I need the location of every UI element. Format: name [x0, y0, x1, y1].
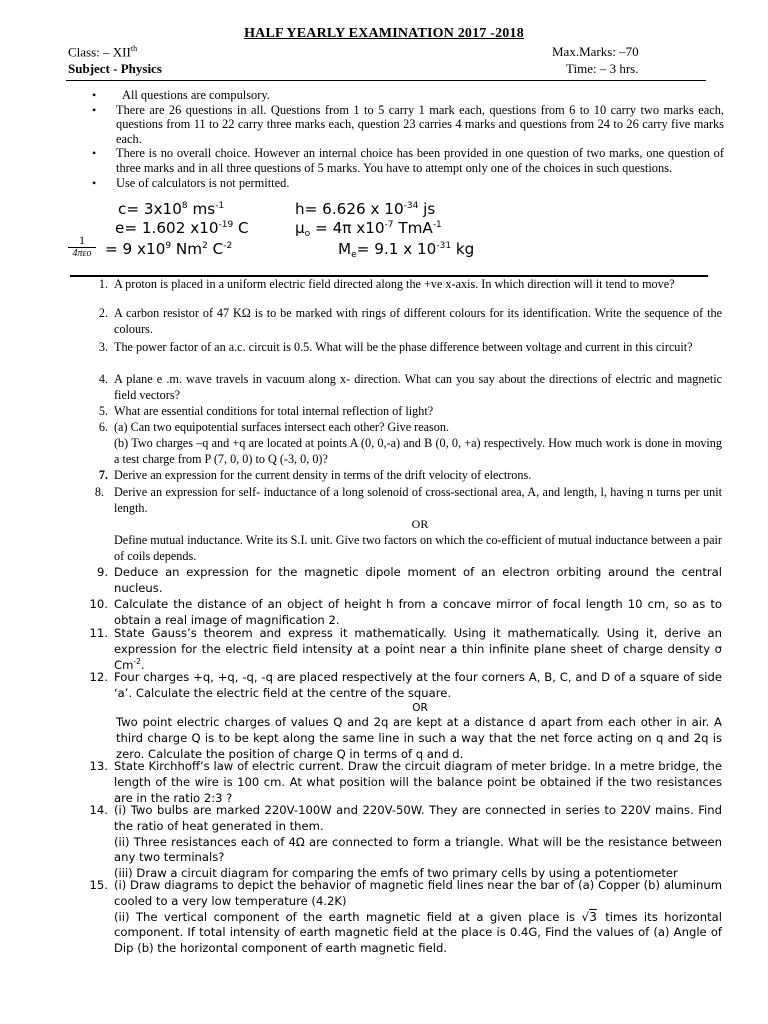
- question-14-iii: (iii) Draw a circuit diagram for comparing the emfs of two primary cells by using a potentiometer: [114, 866, 678, 881]
- constant-h: h= 6.626 x $10^{-34}$ js: [295, 200, 436, 218]
- instruction-item: • All questions are compulsory.: [92, 88, 724, 103]
- header-rule: [66, 80, 706, 81]
- question-6b: (b) Two charges –q and +q are located at points A (0, 0,-a) and B (0, 0, +a) respectively. How much work is done in moving a test charge from P (7, 0, 0) to Q (-3, 0, 0)?: [114, 435, 722, 466]
- instruction-item: • There is no overall choice. However an internal choice has been provided in one question of two marks, one question of three marks and in all three questions of 5 marks. You have to attempt only one of the choices in such questions.: [92, 146, 724, 175]
- coulomb-fraction: 1 4πεo: [68, 234, 96, 260]
- exam-title: HALF YEARLY EXAMINATION 2017 -2018: [244, 26, 524, 41]
- question-15-ii: (ii) The vertical component of the earth magnetic field at a given place is: [114, 909, 582, 924]
- exam-page: HALF YEARLY EXAMINATION 2017 -2018 Class: – XIIth Max.Marks: –70 Subject - Physics Time: – 3 hrs. • All questions are compulsory. • There are 26 questions in all. Questions from 1 to 5 carry 1 mark each, questions from 6 to 10 carry two marks each, questions from 11 to 22 carry three marks each, question 23 carries 4 marks and questions from 24 to 26 carry five marks each. • There is no overall choice. However an internal choice has been provided in one question of two marks, one question of three marks and in all three questions of 5 marks. You have to attempt only one of the choices in such questions. • Use of calculators is not permitted. $c= 3x10^8$ $ms^{-1}$ h= 6.626 x $10^{-34}$ js e= 1.602 $x10^{-19}$ C $\mu_o = 4\pi$ $x10^{-7}$ TmA$^{-1}$ 1 4πεo = 9 $x10^9$ Nm$^2$ $C^{-2}$ $M_e= 9.1$ x $10^{-31}$ kg 1. A proton is placed in a uniform electric field directed along the +ve x-axis. In which direction will it tend to move? 2. A carbon resistor of 47 KΩ is to be marked with rings of different colours for its identification. Write the sequence of the colours. 3. The power factor of an a.c. circuit is 0.5. What will be the phase difference between voltage and current in this circuit? 4. A plane e .m. wave travels in vacuum along x- direction. What can you say about the directions of electric and magnetic field vectors? 5. What are essential conditions for total internal reflection of light? 6. (a) Can two equipotential surfaces intersect each other? Give reason. (b) Two charges –q and +q are located at points A (0, 0,-a) and B (0, 0, +a) respectively. How much work is done in moving a test charge from P (7, 0, 0) to Q (-3, 0, 0)? 7. Derive an expression for the current density in terms of the drift velocity of electrons. 8. Derive an expression for self- inductance of a long solenoid of cross-sectional area, A, and length, l, having n turns per unit length. OR Define mutual inductance. Write its S.I. unit. Give two factors on which the co-efficient of mutual inductance between a pair of coils depends. 9. Deduce an expression for the magnetic dipole moment of an electron orbiting around the central nucleus. 10. Calculate the distance of an object of height h from a concave mirror of focal length 10 cm, so as to obtain a real image of magnification 2. 11. State Gauss’s theorem and express it mathematically. Using it mathematically. Using it, derive an expression for the electric field intensity at a point near a thin infinite plane sheet of charge density σ $Cm^{-2}$. 12. Four charges +q, +q, -q, -q are placed respectively at the four corners A, B, C, and D of a square of side ‘a’. Calculate the electric field at the centre of the square. OR Two point electric charges of values Q and 2q are kept at a distance d apart from each other in air. A third charge Q is to be kept along the same line in such a way that the net force acting on q and 2q is zero. Calculate the position of charge Q in terms of q and d. 13. State Kirchhoff’s law of electric current. Draw the circuit diagram of meter bridge. In a metre bridge, the length of the wire is 100 cm. At what position will the balance point be obtained if the two resistances are in the ratio 2:3 ? 14. (i) Two bulbs are marked 220V-100W and 220V-50W. They are connected in series to 220V mains. Find the ratio of heat generated in them. (ii) Three resistances each of 4Ω are connected to form a triangle. What will be the resistance between any two terminals? (iii) Draw a circuit diagram for comparing the emfs of two primary cells by using a potentiometer 15. (i) Draw diagrams to depict the behavior of magnetic field lines near the bar of (a) Copper (b) aluminum cooled to a very low temperature (4.2K) (ii) The vertical component of the earth magnetic field at a given place is √3 times its horizontal component. If total intensity of earth magnetic field at the place is 0.4G, Find the values of (a) Angle of Dip (b) the horizontal component of earth magnetic field.: [0, 0, 768, 1024]
- sqrt-three: √3: [581, 909, 597, 924]
- time-label: Time: – 3 hrs.: [566, 61, 639, 76]
- max-marks: Max.Marks: –70: [552, 44, 639, 59]
- constant-k: = 9 $x10^9$ Nm$^2$ $C^{-2}$: [105, 240, 233, 258]
- question-15-i: (i) Draw diagrams to depict the behavior of magnetic field lines near the bar of (a) Copper (b) aluminum cooled to a very low temperature (4.2K): [114, 878, 722, 908]
- constant-c: $c= 3x10^8$ $ms^{-1}$: [118, 200, 225, 218]
- or-divider: OR: [412, 702, 428, 714]
- or-divider: OR: [411, 517, 429, 531]
- question-14-i: (i) Two bulbs are marked 220V-100W and 220V-50W. They are connected in series to 220V mains. Find the ratio of heat generated in them.: [114, 803, 722, 833]
- question-6a: (a) Can two equipotential surfaces intersect each other? Give reason.: [114, 420, 450, 434]
- class-label: Class: – XIIth: [68, 44, 138, 60]
- instruction-item: • Use of calculators is not permitted.: [92, 176, 724, 191]
- constant-me: $M_e= 9.1$ x $10^{-31}$ kg: [338, 240, 475, 260]
- instructions-list: [92, 88, 724, 190]
- question-14-ii: (ii) Three resistances each of 4Ω are connected to form a triangle. What will be the resistance between any two terminals?: [114, 834, 722, 865]
- instruction-item: • There are 26 questions in all. Questions from 1 to 5 carry 1 mark each, questions from 6 to 10 carry two marks each, questions from 11 to 22 carry three marks each, question 23 carries 4 marks and questions from 24 to 26 carry five marks each.: [92, 103, 724, 147]
- constant-mu: $\mu_o = 4\pi$ $x10^{-7}$ TmA$^{-1}$: [295, 219, 442, 239]
- subject-label: Subject - Physics: [68, 61, 162, 76]
- constant-e: e= 1.602 $x10^{-19}$ C: [115, 219, 249, 237]
